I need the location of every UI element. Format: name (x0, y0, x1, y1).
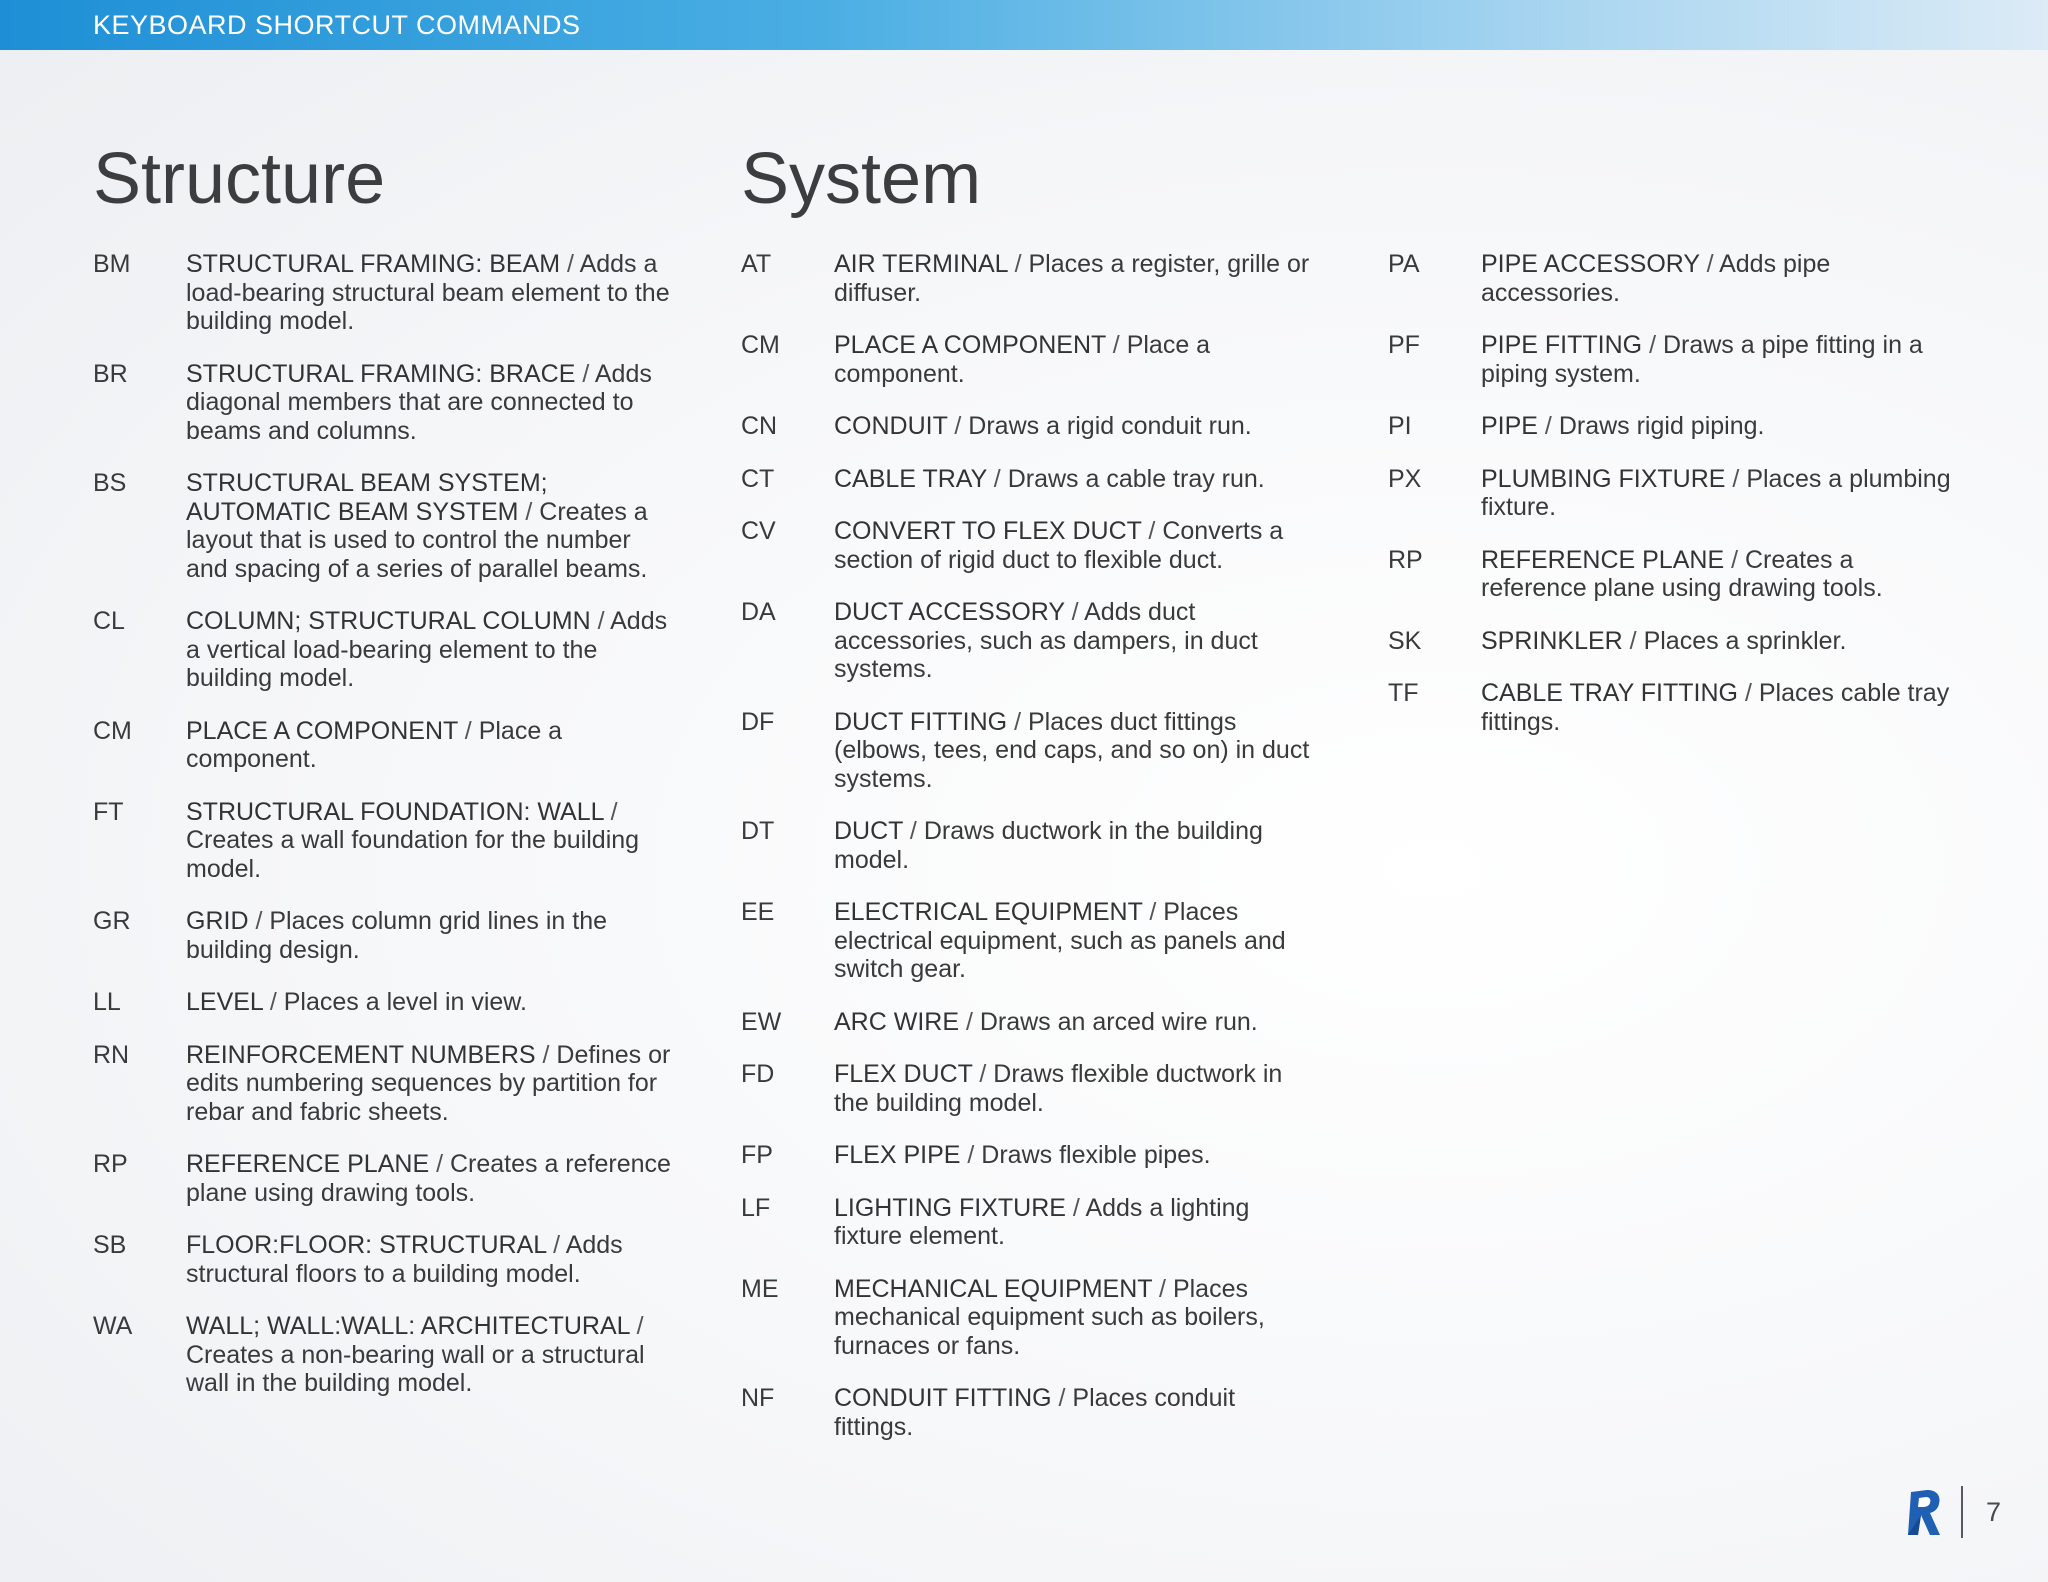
shortcut-code: PX (1388, 464, 1422, 493)
command-description: Adds duct accessories, such as dampers, in duct systems. (834, 598, 1258, 683)
revit-logo-icon (1905, 1488, 1943, 1538)
shortcut-entry (93, 1150, 673, 1207)
command-name: LIGHTING FIXTURE (834, 1193, 1066, 1222)
command-name: REFERENCE PLANE (186, 1150, 430, 1178)
shortcut-entry (741, 465, 1321, 494)
shortcut-entry (93, 1041, 673, 1127)
shortcut-code: TF (1388, 679, 1419, 707)
command-name: STRUCTURAL FRAMING: BRACE (186, 359, 576, 388)
command-description: Draws rigid piping. (1558, 412, 1765, 440)
shortcut-entry (93, 988, 673, 1017)
command-description: Adds diagonal members that are connected to beams and columns. (186, 359, 652, 445)
command-name: PIPE FITTING (1481, 331, 1643, 359)
separator: / (1725, 464, 1747, 493)
shortcut-description (1388, 627, 1958, 656)
shortcut-entry (93, 1312, 673, 1398)
shortcut-description (93, 717, 673, 774)
shortcut-description (741, 1275, 1321, 1361)
shortcut-entry (741, 708, 1321, 794)
shortcut-code: NF (741, 1384, 775, 1412)
command-description: Creates a reference plane using drawing tools. (1481, 545, 1883, 602)
shortcut-description (1388, 679, 1958, 736)
shortcut-code: DF (741, 707, 775, 736)
command-description: Draws a pipe fitting in a piping system. (1481, 331, 1923, 388)
command-name: CABLE TRAY FITTING (1481, 679, 1738, 707)
command-description: Draws a rigid conduit run. (968, 412, 1252, 440)
command-description: Places electrical equipment, such as panels and switch gear. (834, 898, 1286, 983)
shortcut-code: RP (93, 1150, 128, 1178)
command-description: Places a plumbing fixture. (1481, 464, 1951, 521)
shortcut-code: RP (1388, 545, 1423, 574)
shortcut-entry (741, 1008, 1321, 1037)
shortcut-code: RN (93, 1040, 130, 1069)
command-name: STRUCTURAL FOUNDATION: WALL (186, 797, 604, 826)
separator: / (1622, 626, 1644, 655)
command-name: GRID (186, 907, 249, 935)
shortcut-description (741, 1008, 1321, 1037)
shortcut-description (1388, 546, 1958, 603)
shortcut-entry (93, 360, 673, 446)
system-column-left (741, 250, 1321, 1465)
shortcut-code: BR (93, 359, 128, 388)
shortcut-code: EE (741, 898, 775, 926)
shortcut-code: CN (741, 412, 778, 440)
shortcut-code: DA (741, 598, 776, 626)
command-description: Place a component. (186, 716, 563, 773)
command-name: CONVERT TO FLEX DUCT (834, 517, 1142, 545)
command-name: PIPE ACCESSORY (1481, 250, 1700, 278)
shortcut-entry (741, 517, 1321, 574)
shortcut-description (93, 988, 673, 1017)
separator: / (575, 359, 595, 388)
command-name: CONDUIT FITTING (834, 1384, 1052, 1412)
shortcut-code: DT (741, 817, 775, 845)
command-name: STRUCTURAL BEAM SYSTEM; AUTOMATIC BEAM SYSTEM (186, 469, 548, 526)
shortcut-description (741, 465, 1321, 494)
shortcut-entry (1388, 627, 1958, 656)
shortcut-description (1388, 465, 1958, 522)
shortcut-description (93, 798, 673, 884)
shortcut-code: SB (93, 1231, 127, 1259)
separator: / (1064, 598, 1085, 626)
shortcut-entry (1388, 331, 1958, 388)
command-description: Adds pipe accessories. (1481, 250, 1831, 307)
command-description: Places a register, grille or diffuser. (834, 250, 1310, 307)
command-description: Place a component. (834, 331, 1211, 388)
separator: / (986, 464, 1008, 493)
shortcut-code: ME (741, 1274, 779, 1303)
command-name: AIR TERMINAL (834, 250, 1008, 278)
separator: / (546, 1231, 566, 1259)
command-name: PIPE (1481, 412, 1538, 440)
command-name: PLACE A COMPONENT (186, 716, 458, 745)
shortcut-description (741, 412, 1321, 441)
shortcut-code: PA (1388, 250, 1420, 278)
command-name: CONDUIT (834, 412, 948, 440)
shortcut-description (741, 898, 1321, 984)
shortcut-entry (93, 607, 673, 693)
shortcut-description (93, 607, 673, 693)
shortcut-entry (741, 1060, 1321, 1117)
shortcut-description (93, 1312, 673, 1398)
separator: / (1141, 517, 1163, 545)
shortcut-code: PF (1388, 331, 1420, 359)
command-description: Creates a non-bearing wall or a structural wall in the building model. (186, 1340, 645, 1397)
command-name: LEVEL (186, 988, 263, 1016)
structure-column (93, 250, 673, 1422)
shortcut-entry (93, 907, 673, 964)
separator: / (972, 1060, 994, 1088)
separator: / (1738, 679, 1759, 707)
shortcut-code: PI (1388, 412, 1412, 440)
separator: / (902, 817, 924, 845)
shortcut-entry (741, 1194, 1321, 1251)
command-name: STRUCTURAL FRAMING: BEAM (186, 250, 561, 278)
shortcut-description (741, 517, 1321, 574)
footer-divider (1961, 1486, 1963, 1538)
separator: / (535, 1040, 557, 1069)
separator: / (1724, 545, 1745, 574)
shortcut-entry (741, 898, 1321, 984)
shortcut-entry (93, 1231, 673, 1288)
separator: / (1699, 250, 1720, 278)
separator: / (560, 250, 580, 278)
command-description: Places mechanical equipment such as boilers, furnaces or fans. (834, 1274, 1265, 1360)
separator: / (1142, 898, 1164, 926)
separator: / (1065, 1193, 1086, 1222)
shortcut-entry (1388, 679, 1958, 736)
shortcut-code: CM (741, 331, 780, 359)
command-description: Places duct fittings (elbows, tees, end caps, and so on) in duct systems. (834, 707, 1310, 793)
command-description: Places a level in view. (283, 988, 527, 1016)
shortcut-entry (1388, 250, 1958, 307)
shortcut-code: GR (93, 907, 131, 935)
shortcut-entry (741, 1275, 1321, 1361)
shortcut-code: EW (741, 1007, 782, 1036)
shortcut-description (93, 1150, 673, 1207)
shortcut-entry (93, 250, 673, 336)
command-name: DUCT (834, 817, 903, 845)
command-name: ELECTRICAL EQUIPMENT (834, 898, 1143, 926)
command-name: FLOOR:FLOOR: STRUCTURAL (186, 1231, 547, 1259)
shortcut-description (93, 1041, 673, 1127)
command-description: Creates a layout that is used to control the number and spacing of a series of parallel beams. (186, 497, 648, 583)
command-name: REFERENCE PLANE (1481, 545, 1725, 574)
command-name: CABLE TRAY (834, 464, 987, 493)
shortcut-code: CV (741, 517, 776, 545)
shortcut-description (741, 331, 1321, 388)
separator: / (1007, 707, 1028, 736)
command-description: Places column grid lines in the building design. (186, 907, 608, 964)
command-name: COLUMN; STRUCTURAL COLUMN (186, 607, 591, 635)
separator: / (1152, 1274, 1173, 1303)
shortcut-entry (1388, 546, 1958, 603)
shortcut-code: AT (741, 250, 772, 278)
shortcut-description (1388, 412, 1958, 441)
separator: / (603, 797, 618, 826)
shortcut-entry (741, 817, 1321, 874)
command-description: Places conduit fittings. (834, 1384, 1236, 1441)
shortcut-entry (93, 798, 673, 884)
shortcut-description (1388, 331, 1958, 388)
command-description: Places cable tray fittings. (1481, 679, 1950, 736)
separator: / (947, 412, 969, 440)
command-description: Draws a cable tray run. (1007, 464, 1265, 493)
shortcut-description (93, 360, 673, 446)
shortcut-code: CM (93, 716, 132, 745)
command-description: Creates a reference plane using drawing tools. (186, 1150, 671, 1207)
separator: / (1051, 1384, 1073, 1412)
command-name: MECHANICAL EQUIPMENT (834, 1274, 1153, 1303)
command-description: Creates a wall foundation for the building model. (186, 826, 640, 883)
separator: / (1105, 331, 1127, 359)
shortcut-code: WA (93, 1312, 133, 1340)
shortcut-code: CL (93, 607, 125, 635)
shortcut-description (741, 250, 1321, 307)
command-description: Draws an arced wire run. (979, 1007, 1258, 1036)
shortcut-description (741, 1194, 1321, 1251)
shortcut-code: BM (93, 250, 131, 278)
shortcut-entry (741, 1384, 1321, 1441)
shortcut-description (1388, 250, 1958, 307)
command-description: Draws ductwork in the building model. (834, 817, 1263, 874)
separator: / (429, 1150, 450, 1178)
command-description: Draws flexible pipes. (981, 1141, 1211, 1169)
shortcut-code: SK (1388, 626, 1422, 655)
shortcut-entry (93, 469, 673, 583)
command-name: PLACE A COMPONENT (834, 331, 1106, 359)
shortcut-code: FP (741, 1141, 773, 1169)
command-description: Defines or edits numbering sequences by partition for rebar and fabric sheets. (186, 1040, 671, 1126)
header-bar (0, 0, 2048, 50)
command-name: REINFORCEMENT NUMBERS (186, 1040, 536, 1069)
shortcut-description (93, 1231, 673, 1288)
separator: / (1642, 331, 1663, 359)
command-description: Adds a load-bearing structural beam element to the building model. (186, 250, 670, 335)
shortcut-code: BS (93, 469, 127, 497)
command-name: ARC WIRE (834, 1007, 959, 1036)
structure-title: Structure (93, 139, 386, 219)
command-name: FLEX PIPE (834, 1141, 961, 1169)
shortcut-entry (741, 412, 1321, 441)
shortcut-description (741, 817, 1321, 874)
shortcut-description (93, 250, 673, 336)
command-description: Draws flexible ductwork in the building model. (834, 1060, 1283, 1117)
shortcut-description (741, 1060, 1321, 1117)
command-description: Converts a section of rigid duct to flexible duct. (834, 517, 1284, 574)
shortcut-description (93, 469, 673, 583)
command-name: FLEX DUCT (834, 1060, 973, 1088)
command-name: DUCT ACCESSORY (834, 598, 1065, 626)
command-name: WALL; WALL:WALL: ARCHITECTURAL (186, 1312, 630, 1340)
shortcut-description (741, 598, 1321, 684)
shortcut-code: LL (93, 988, 121, 1016)
separator: / (960, 1141, 982, 1169)
command-description: Adds structural floors to a building model. (186, 1231, 623, 1288)
shortcut-description (741, 708, 1321, 794)
command-description: Adds a vertical load-bearing element to the building model. (186, 607, 668, 692)
separator: / (1007, 250, 1029, 278)
command-name: DUCT FITTING (834, 707, 1008, 736)
shortcut-code: LF (741, 1193, 771, 1222)
separator: / (262, 988, 284, 1016)
shortcut-entry (93, 717, 673, 774)
shortcut-description (741, 1384, 1321, 1441)
shortcut-entry (741, 331, 1321, 388)
shortcut-entry (741, 1141, 1321, 1170)
separator: / (1537, 412, 1559, 440)
separator: / (629, 1312, 644, 1340)
system-title: System (741, 139, 982, 219)
command-description: Places a sprinkler. (1643, 626, 1847, 655)
separator: / (590, 607, 611, 635)
command-name: PLUMBING FIXTURE (1481, 464, 1726, 493)
system-column-right (1388, 250, 1958, 760)
separator: / (248, 907, 270, 935)
shortcut-entry (741, 598, 1321, 684)
shortcut-entry (741, 250, 1321, 307)
command-description: Adds a lighting fixture element. (834, 1193, 1250, 1250)
shortcut-description (741, 1141, 1321, 1170)
shortcut-code: FT (93, 797, 124, 826)
page-number: 7 (1986, 1497, 2002, 1527)
command-name: SPRINKLER (1481, 626, 1623, 655)
separator: / (959, 1007, 980, 1036)
shortcut-description (93, 907, 673, 964)
shortcut-code: FD (741, 1060, 775, 1088)
separator: / (457, 716, 479, 745)
shortcut-entry (1388, 465, 1958, 522)
shortcut-entry (1388, 412, 1958, 441)
shortcut-code: CT (741, 464, 775, 493)
separator: / (518, 497, 540, 526)
header-title: KEYBOARD SHORTCUT COMMANDS (93, 10, 581, 40)
